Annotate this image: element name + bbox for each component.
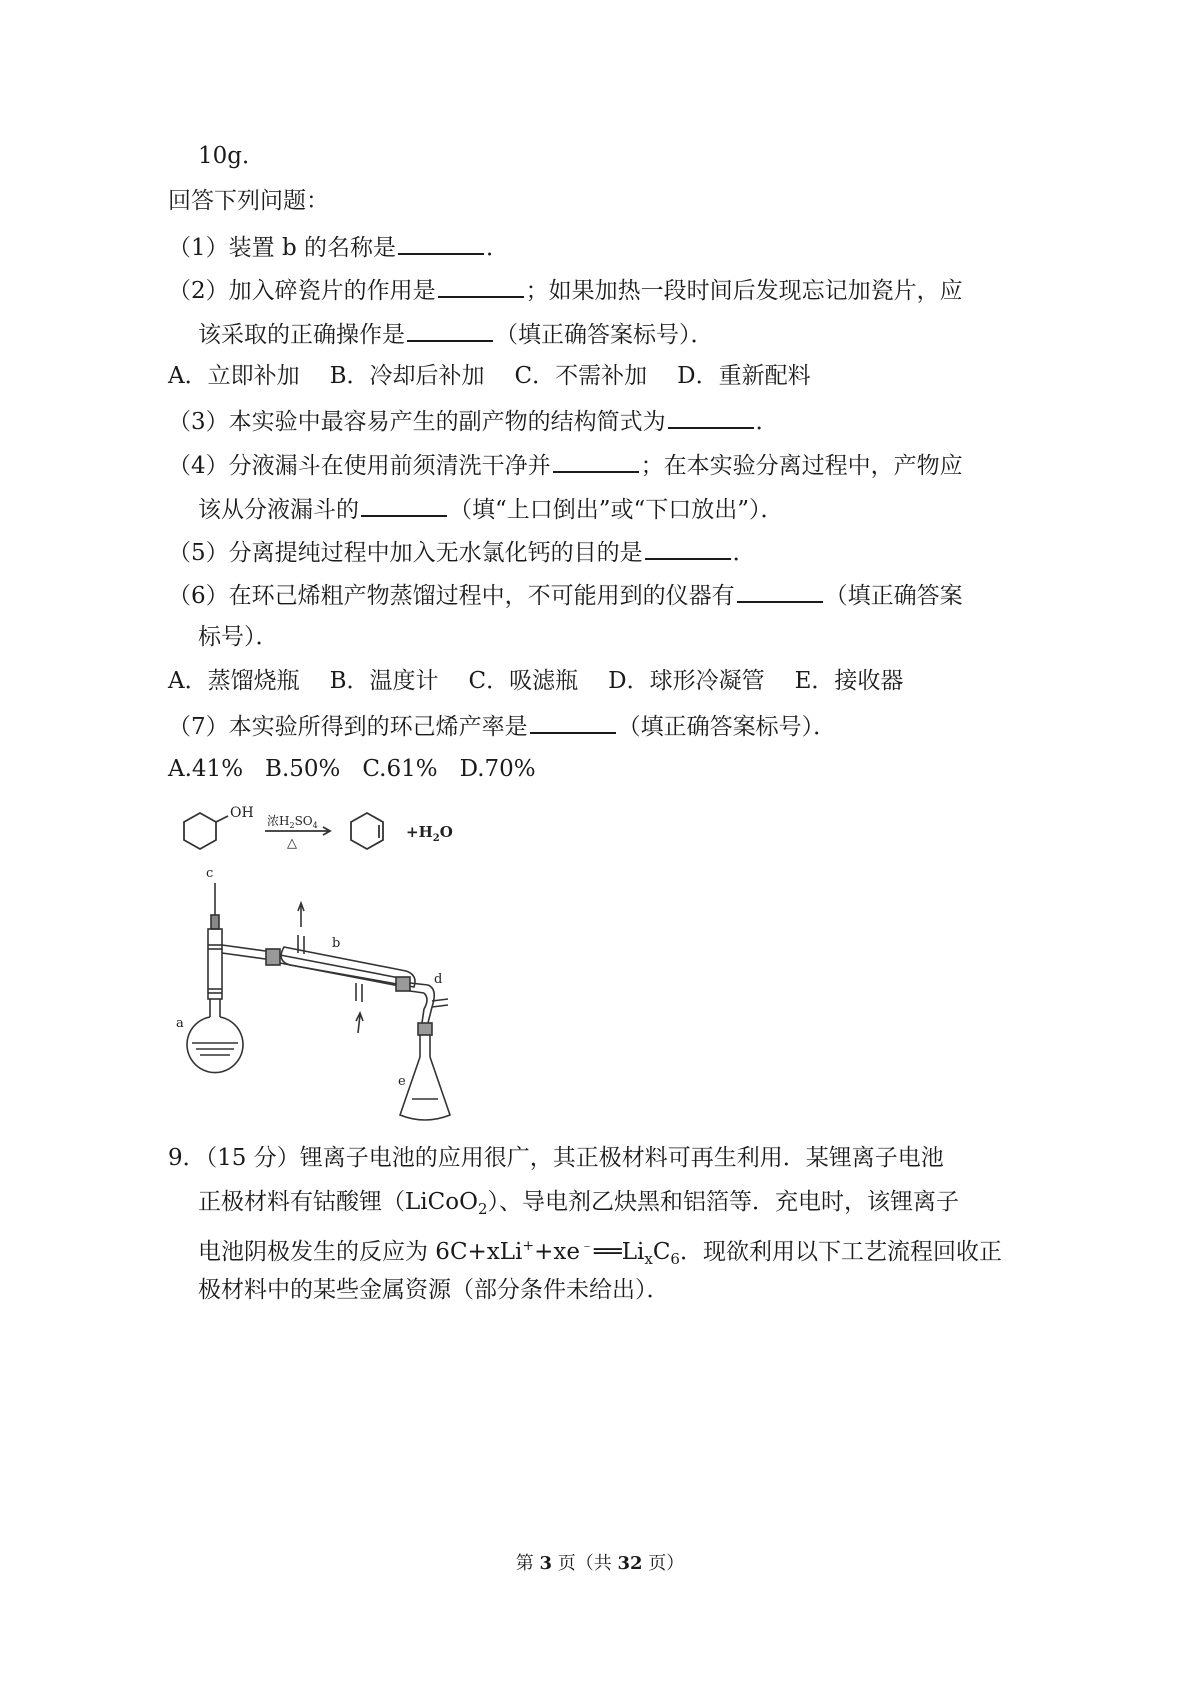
q8-tail: 10g．: [198, 143, 265, 169]
q8-part2-options: [168, 361, 841, 391]
answer-blank: [737, 579, 823, 603]
distillation-apparatus-figure: [170, 795, 470, 1125]
part-text: ；在本实验分离过程中，产物应: [640, 453, 963, 479]
part-text: 本实验所得到的环己烯产率是: [228, 714, 528, 740]
option: D．球形冷凝管: [608, 668, 765, 694]
text-run: +xe: [534, 1239, 581, 1265]
oh-label: OH: [230, 805, 254, 821]
text-run: 电池阴极发生的反应为 6C+xLi: [198, 1239, 523, 1265]
page-number: 3: [539, 1553, 552, 1574]
part-end: ．: [486, 235, 509, 261]
option: A．立即补加: [168, 363, 300, 389]
part-text: （填正确答案标号）．: [617, 714, 837, 740]
q8-part7: [168, 710, 836, 742]
text-run: ．现欲利用以下工艺流程回收正: [679, 1239, 1002, 1265]
part-number: （3）: [168, 409, 229, 435]
q8-part4-line1: [168, 449, 963, 481]
label-e: e: [398, 1074, 406, 1089]
text-run: ）、导电剂乙炔黑和铝箔等．充电时，该锂离子: [487, 1189, 959, 1215]
part-text: 分离提纯过程中加入无水氯化钙的目的是: [228, 540, 643, 566]
part-text: 加入碎瓷片的作用是: [228, 278, 436, 304]
text-run: 正极材料有钴酸锂（LiCoO: [198, 1189, 478, 1215]
q8-part7-options: [168, 754, 558, 784]
q8-part6-line1: [168, 579, 963, 611]
q8-part2-line2: [198, 318, 714, 350]
answer-blank: [361, 493, 447, 517]
option: A．蒸馏烧瓶: [168, 668, 300, 694]
superscript: +: [522, 1238, 535, 1254]
option: E．接收器: [794, 668, 904, 694]
answer-blank: [553, 449, 639, 473]
option: A.41%: [168, 756, 244, 782]
subscript: 2: [477, 1200, 488, 1218]
part-number: （6）: [168, 583, 229, 609]
footer-text: 页（共: [552, 1553, 618, 1574]
answer-blank: [668, 405, 754, 429]
part-text: 该采取的正确操作是: [198, 322, 405, 348]
part-text: 该从分液漏斗的: [198, 497, 359, 523]
superscript: ﹣: [580, 1238, 595, 1254]
option: D．重新配料: [677, 363, 811, 389]
part-text: 在环己烯粗产物蒸馏过程中，不可能用到的仪器有: [228, 583, 735, 609]
label-d: d: [434, 972, 443, 987]
q8-part5: [168, 536, 756, 568]
page-footer: [0, 1552, 1200, 1576]
q8-part2-line1: [168, 274, 963, 306]
part-text: 装置 b 的名称是: [228, 235, 396, 261]
answer-blank: [438, 274, 524, 298]
part-text: ；如果加热一段时间后发现忘记加瓷片，应: [525, 278, 963, 304]
part-number: （5）: [168, 540, 229, 566]
part-text: 本实验中最容易产生的副产物的结构简式为: [228, 409, 666, 435]
part-text: （填正确答案标号）．: [495, 322, 714, 348]
q8-prompt: 回答下列问题：: [168, 188, 329, 214]
subscript: 6: [670, 1250, 680, 1268]
label-b: b: [332, 936, 341, 951]
part-number: （4）: [168, 453, 229, 479]
q9-line4: 极材料中的某些金属资源（部分条件未给出）．: [198, 1277, 670, 1303]
q8-part3: [168, 405, 779, 437]
option: B．冷却后补加: [329, 363, 485, 389]
option: B．温度计: [329, 668, 439, 694]
subscript: x: [644, 1250, 653, 1268]
q9-line3: [198, 1231, 1002, 1274]
q8-part6-line2: 标号）．: [198, 624, 279, 650]
option: C．吸滤瓶: [468, 668, 579, 694]
q9-line2: [198, 1187, 959, 1224]
q9-line1: 9．（15 分）锂离子电池的应用很广，其正极材料可再生利用．某锂离子电池: [168, 1145, 944, 1171]
option: C．不需补加: [514, 363, 648, 389]
answer-blank: [530, 710, 616, 734]
answer-blank: [645, 536, 731, 560]
option: C.61%: [362, 756, 438, 782]
heat-symbol: △: [287, 836, 297, 851]
part-end: ．: [755, 409, 779, 435]
part-text: 分液漏斗在使用前须清洗干净并: [228, 453, 551, 479]
part-number: （1）: [168, 235, 229, 261]
part-text: （填正确答案: [824, 583, 963, 609]
footer-text: 页）: [642, 1553, 685, 1574]
label-c: c: [206, 866, 214, 881]
reagent-label: 浓$H_2SO_4$: [267, 814, 318, 830]
part-number: （7）: [168, 714, 229, 740]
cyclohexanol-ring: [184, 813, 216, 849]
water-product: $+H_2O$: [406, 823, 453, 844]
part-number: （2）: [168, 278, 229, 304]
option: D.70%: [459, 756, 536, 782]
total-pages: 32: [617, 1553, 643, 1574]
text-run: C: [652, 1239, 671, 1265]
part-text: （填“上口倒出”或“下口放出”）．: [449, 497, 784, 523]
footer-text: 第: [515, 1553, 540, 1574]
label-a: a: [176, 1016, 184, 1031]
answer-blank: [398, 231, 484, 255]
q8-part4-line2: [198, 493, 784, 525]
answer-blank: [407, 318, 493, 342]
text-run: ══Li: [594, 1239, 645, 1265]
q8-part6-options: [168, 666, 933, 696]
q8-part1: [168, 231, 509, 263]
option: B.50%: [265, 756, 341, 782]
part-end: ．: [732, 540, 756, 566]
